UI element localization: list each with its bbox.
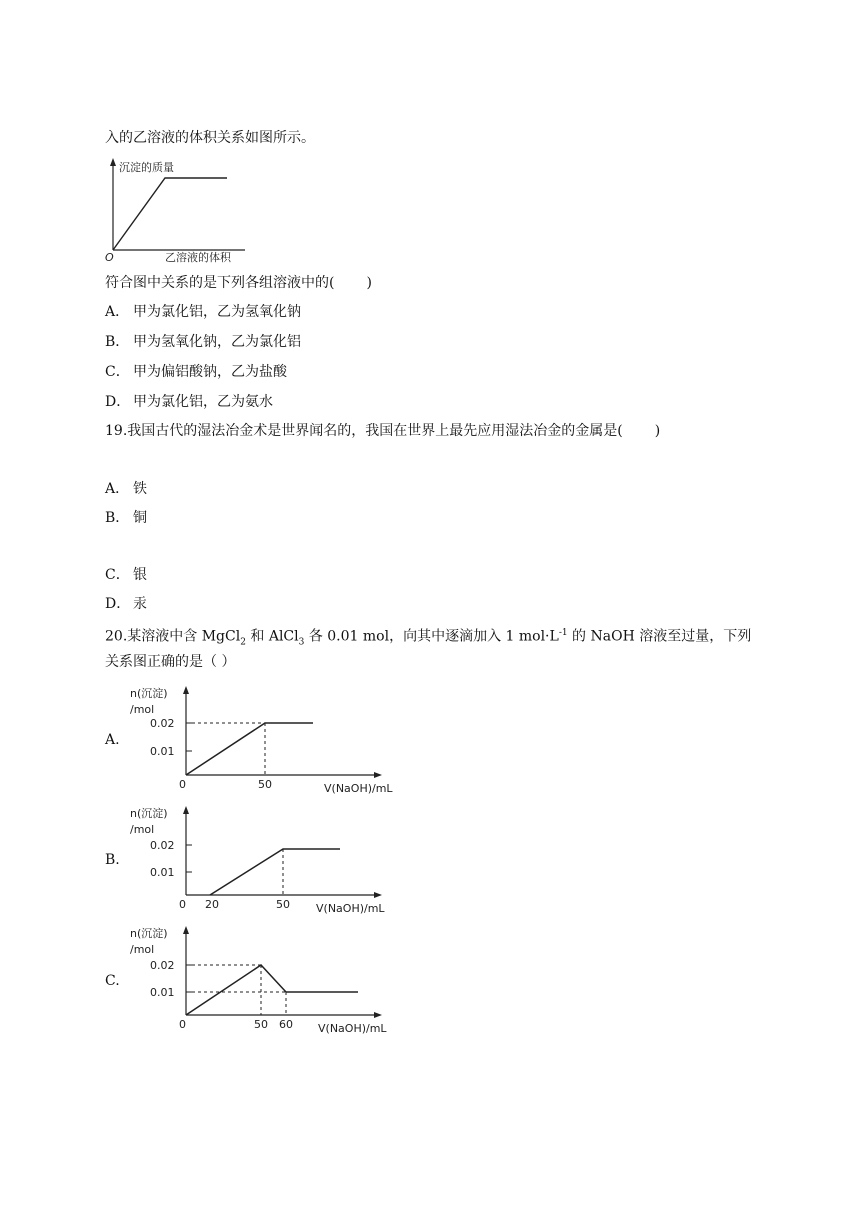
q18-y-arrow (110, 158, 116, 166)
q20-a-xtick-1: 50 (258, 778, 272, 791)
q18-ylabel: 沉淀的质量 (119, 161, 174, 174)
q18-graph (105, 155, 255, 265)
q20-c-origin: 0 (179, 1018, 186, 1031)
q20-a-origin: 0 (179, 778, 186, 791)
q18-curve (113, 178, 227, 250)
q20-b-ytick-2: 0.01 (150, 866, 175, 879)
q20-a-ylabel: n(沉淀) (130, 687, 168, 700)
q20-c-xlabel: V(NaOH)/mL (318, 1022, 387, 1035)
q20-b-curve (210, 849, 340, 895)
q19-stem: 19.我国古代的湿法冶金术是世界闻名的，我国在世界上最先应用湿法冶金的金属是( ) (105, 423, 661, 439)
q20-graph-b[interactable] (128, 800, 403, 915)
q20-b-ylabel: n(沉淀) (130, 807, 168, 820)
q20-b-xtick-2: 50 (276, 898, 290, 911)
q20-a-xlabel: V(NaOH)/mL (324, 782, 393, 795)
q20-a-yunit: /mol (130, 703, 155, 716)
q20-c-yunit: /mol (130, 943, 155, 956)
q20-c-xtick-1: 50 (254, 1018, 268, 1031)
q20-c-ylabel: n(沉淀) (130, 927, 168, 940)
q20-option-a-label[interactable]: A. (105, 732, 120, 748)
q18-option-c[interactable]: C． 甲为偏铝酸钠，乙为盐酸 (105, 364, 287, 380)
q20-graph-c[interactable] (128, 920, 403, 1035)
q20-stem-line2: 关系图正确的是（ ） (105, 654, 236, 670)
q18-question: 符合图中关系的是下列各组溶液中的( ) (105, 275, 372, 291)
q20-a-curve (186, 723, 313, 775)
q18-option-b[interactable]: B． 甲为氢氧化钠，乙为氯化铝 (105, 334, 301, 350)
q18-intro: 入的乙溶液的体积关系如图所示。 (105, 130, 315, 146)
q20-graph-a[interactable] (128, 680, 403, 795)
q20-c-xtick-2: 60 (279, 1018, 293, 1031)
q19-option-c[interactable]: C． 银 (105, 567, 147, 583)
q19-option-d[interactable]: D． 汞 (105, 596, 147, 612)
q20-a-ytick-2: 0.01 (150, 745, 175, 758)
q19-option-b[interactable]: B． 铜 (105, 510, 147, 526)
q18-xlabel: 乙溶液的体积 (165, 251, 231, 264)
q20-c-ytick-1: 0.02 (150, 959, 175, 972)
q20-c-ytick-2: 0.01 (150, 986, 175, 999)
q20-b-xtick-1: 20 (205, 898, 219, 911)
q20-c-curve (186, 965, 358, 1015)
q18-option-d[interactable]: D． 甲为氯化铝，乙为氨水 (105, 394, 273, 410)
q18-option-a[interactable]: A． 甲为氯化铝，乙为氢氧化钠 (105, 304, 301, 320)
q20-option-c-label[interactable]: C. (105, 973, 120, 989)
q20-stem: 20.某溶液中含 MgCl$_2$ 和 AlCl$_3$ 各 0.01 mol，向其中逐滴加入 1 $mol\cdot L^{-1}$ 的 NaOH 溶液至过量，下列 (105, 628, 752, 648)
q18-origin: O (105, 251, 114, 264)
q20-option-b-label[interactable]: B. (105, 852, 120, 868)
q20-b-ytick-1: 0.02 (150, 839, 175, 852)
q20-a-ytick-1: 0.02 (150, 717, 175, 730)
q20-b-yunit: /mol (130, 823, 155, 836)
q20-b-xlabel: V(NaOH)/mL (316, 902, 385, 915)
q20-b-origin: 0 (179, 898, 186, 911)
q19-option-a[interactable]: A． 铁 (105, 481, 147, 497)
